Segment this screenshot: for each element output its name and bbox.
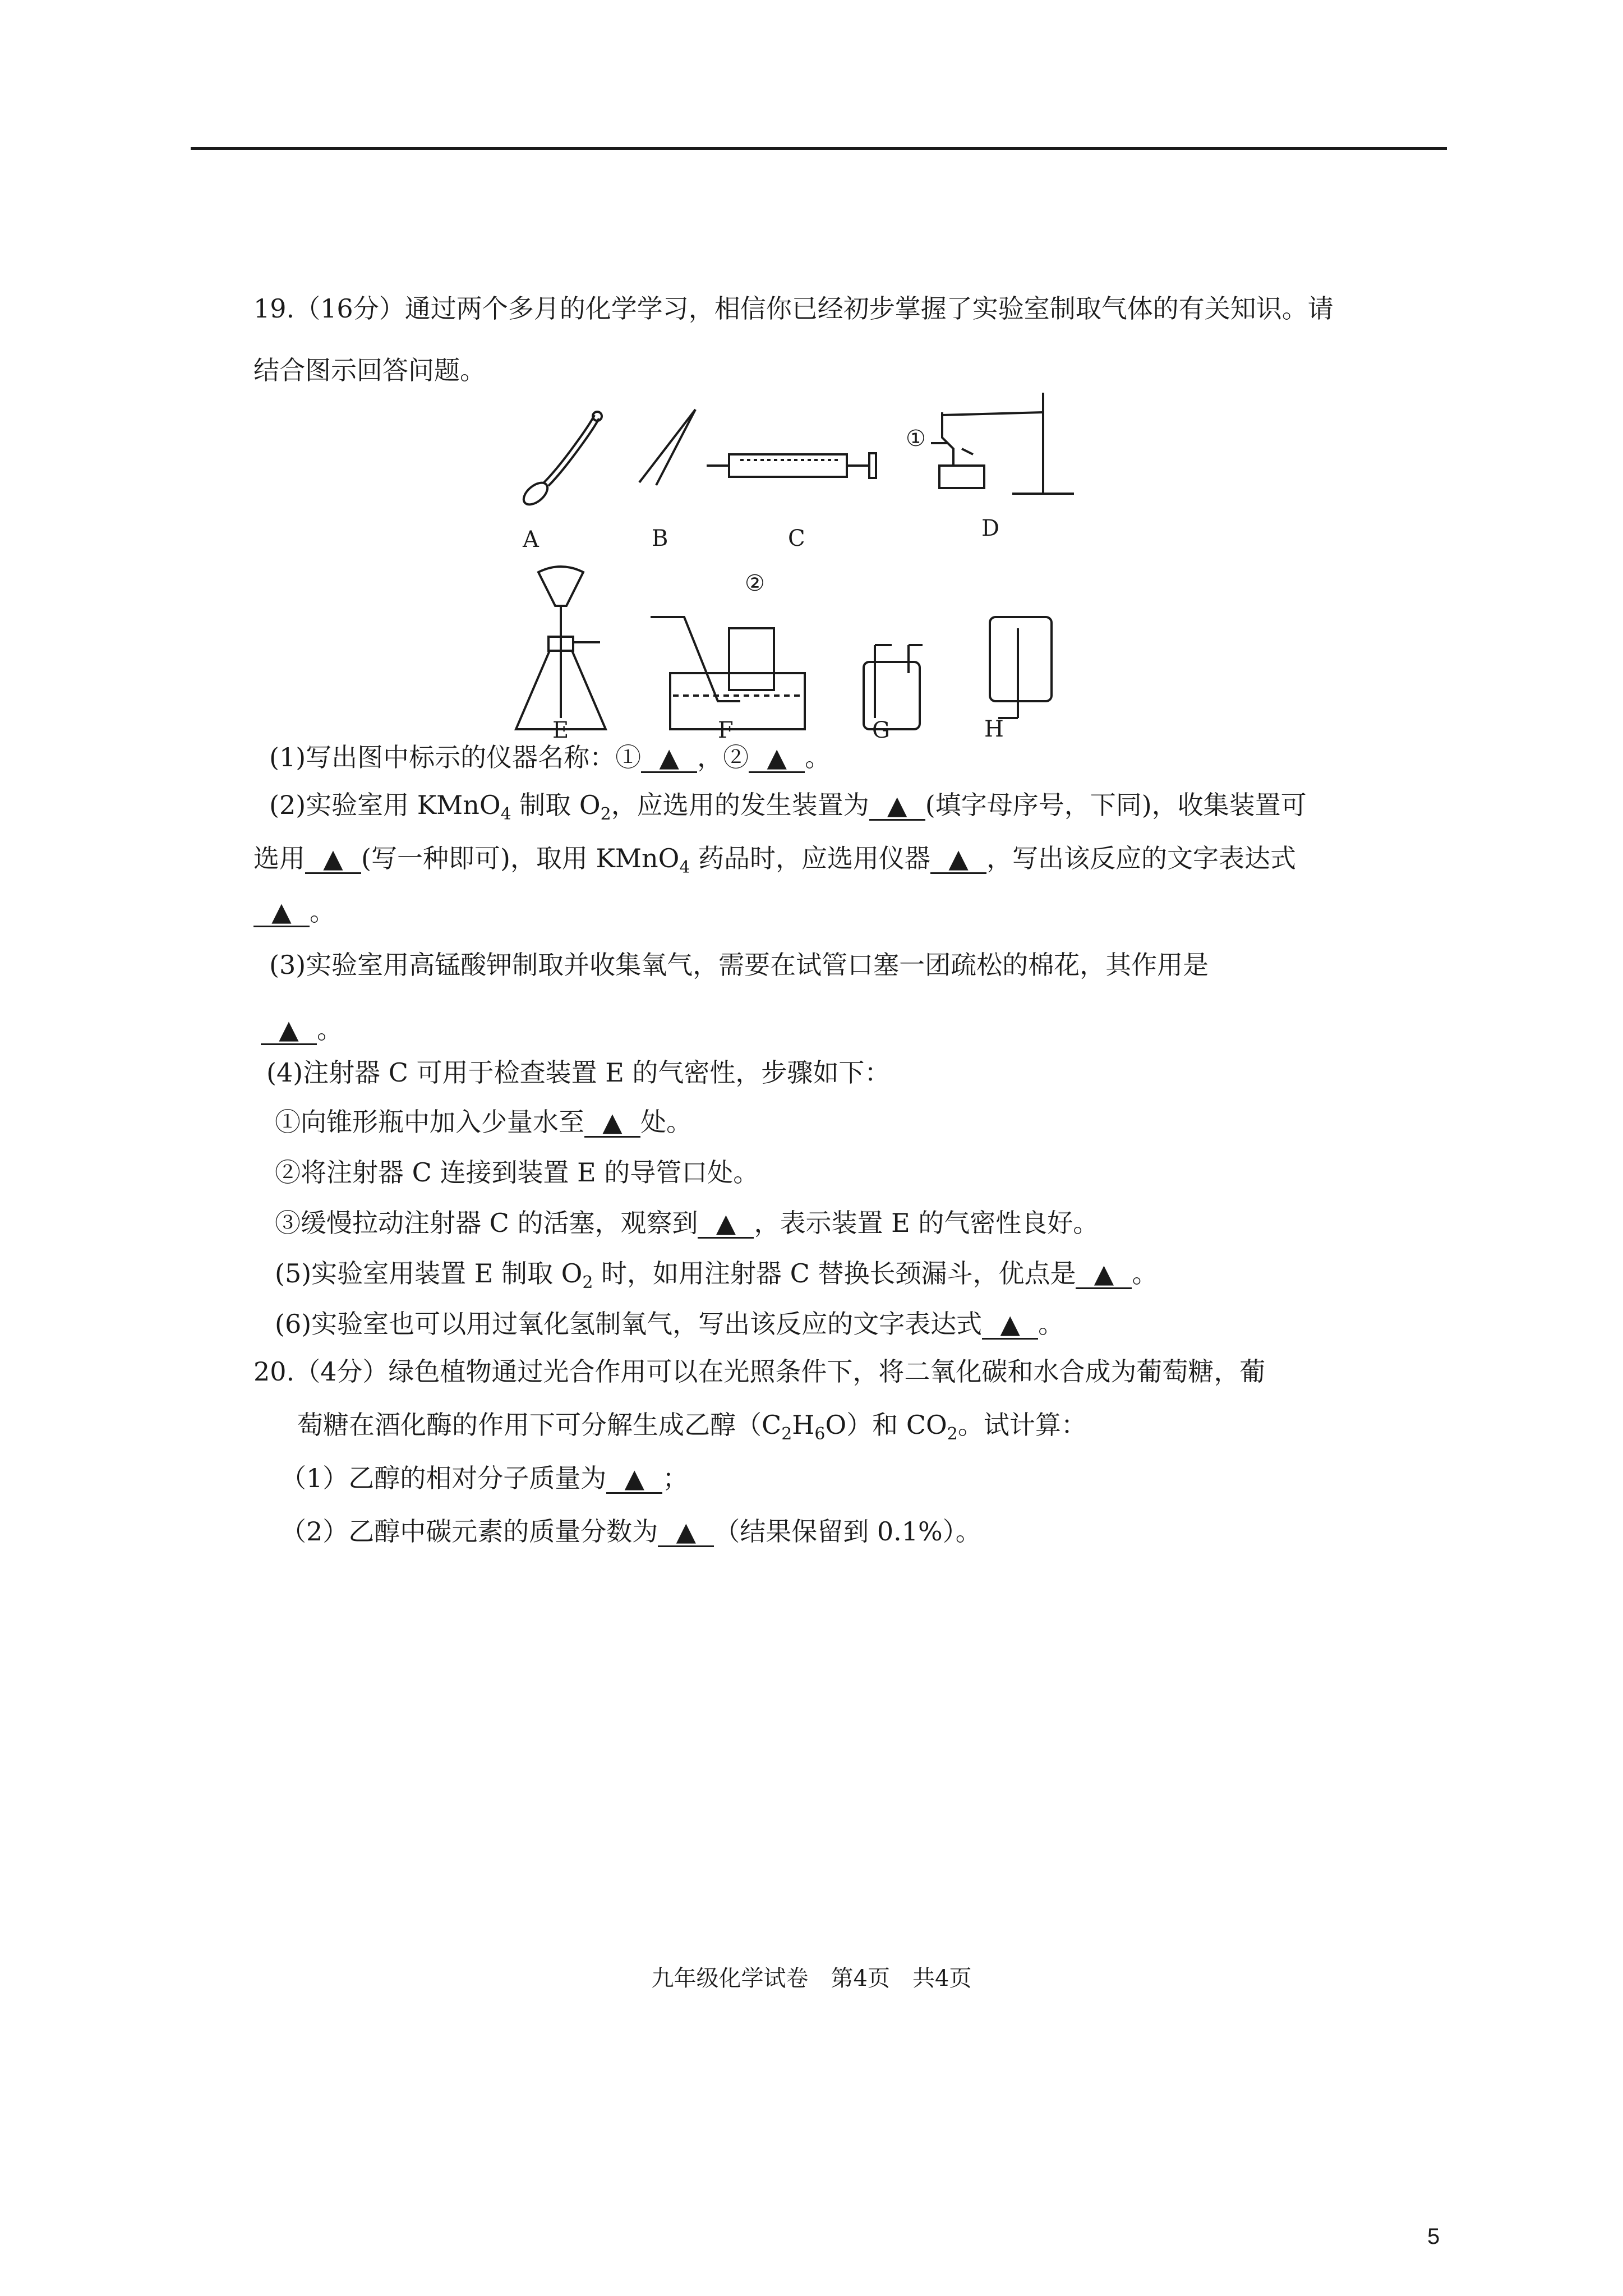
q19-intro-line1: 19.（16分）通过两个多月的化学学习，相信你已经初步掌握了实验室制取气体的有关知识。请 [253, 293, 1334, 324]
q19-part3-line2: ▲ 。 [261, 1013, 343, 1046]
conical-flask-icon [516, 567, 606, 729]
answer-blank: ▲ [982, 1310, 1038, 1340]
q19-part4-title: (4)注射器 C 可用于检查装置 E 的气密性，步骤如下： [266, 1057, 891, 1088]
answer-blank: ▲ [658, 1517, 714, 1547]
q19-part2-line2: 选用 ▲ (写一种即可)，取用 KMnO$_4$ 药品时，应选用仪器 ▲ ，写出该反应的文字表达式 [253, 843, 1297, 878]
apparatus-figure [505, 381, 1150, 743]
q19-intro-line2: 结合图示回答问题。 [253, 355, 486, 385]
q19-part1: (1)写出图中标示的仪器名称：① ▲ ，② ▲ 。 [269, 742, 831, 772]
figure-label-g: G [872, 717, 890, 743]
answer-blank: ▲ [606, 1464, 662, 1494]
figure-label-d: D [981, 516, 1000, 541]
q19-part3-line1: (3)实验室用高锰酸钾制取并收集氧气，需要在试管口塞一团疏松的棉花，其作用是 [269, 950, 1209, 980]
answer-blank: ▲ [261, 1015, 317, 1045]
figure-label-a: A [523, 527, 539, 553]
water-trough-icon [651, 617, 805, 729]
answer-blank: ▲ [749, 743, 805, 773]
answer-blank: ▲ [930, 844, 986, 874]
answer-blank: ▲ [698, 1209, 754, 1239]
figure-label-f: F [718, 717, 734, 743]
q20-intro-line2: 萄糖在酒化酶的作用下可分解生成乙醇$(C_2H_6O)$和 $CO_2$。试计算： [297, 1410, 1087, 1444]
q20-part2: （2）乙醇中碳元素的质量分数为 ▲ （结果保留到 0.1%）。 [280, 1516, 981, 1547]
syringe-icon [707, 453, 876, 478]
figure-marker-2: ② [745, 570, 765, 596]
answer-blank: ▲ [253, 898, 310, 927]
q19-part2-line3: ▲ 。 [253, 895, 335, 928]
q19-part4-step1: ①向锥形瓶中加入少量水至 ▲ 处。 [275, 1107, 692, 1137]
apparatus-drawing [505, 381, 1150, 740]
spoon-icon [520, 412, 602, 509]
q19-part4-step3: ③缓慢拉动注射器 C 的活塞，观察到 ▲ ，表示装置 E 的气密性良好。 [275, 1208, 1099, 1238]
q20-intro-line1: 20.（4分）绿色植物通过光合作用可以在光照条件下，将二氧化碳和水合成为葡萄糖，葡 [253, 1356, 1266, 1387]
figure-marker-1: ① [906, 426, 926, 452]
heating-stand-icon [931, 393, 1074, 494]
answer-blank: ▲ [641, 743, 697, 773]
header-rule [191, 147, 1447, 150]
tweezers-icon [639, 409, 695, 485]
page-number: 5 [1427, 2224, 1440, 2249]
answer-blank: ▲ [1076, 1259, 1132, 1289]
inverted-bottle-icon [990, 617, 1052, 718]
figure-label-e: E [552, 717, 569, 743]
answer-blank: ▲ [584, 1108, 640, 1138]
answer-blank: ▲ [869, 791, 925, 821]
figure-label-h: H [984, 716, 1004, 742]
figure-label-c: C [788, 526, 805, 551]
q19-part2-line1: (2)实验室用 KMnO$_4$ 制取 $O_2$，应选用的发生装置为 ▲ (填字母序号，下同)，收集装置可 [269, 790, 1307, 825]
q19-part6: (6)实验室也可以用过氧化氢制氧气，写出该反应的文字表达式 ▲ 。 [275, 1309, 1064, 1339]
q19-part4-step2: ②将注射器 C 连接到装置 E 的导管口处。 [275, 1157, 759, 1188]
gas-bottle-icon [864, 645, 923, 729]
q20-part1: （1）乙醇的相对分子质量为 ▲ ； [280, 1463, 689, 1493]
answer-blank: ▲ [305, 844, 361, 874]
figure-label-b: B [652, 526, 668, 551]
q19-part5: (5)实验室用装置 E 制取 $O_2$ 时，如用注射器 C 替换长颈漏斗，优点是 ▲ 。 [275, 1258, 1158, 1293]
page-footer: 九年级化学试卷 第4页 共4页 [651, 1966, 972, 1991]
